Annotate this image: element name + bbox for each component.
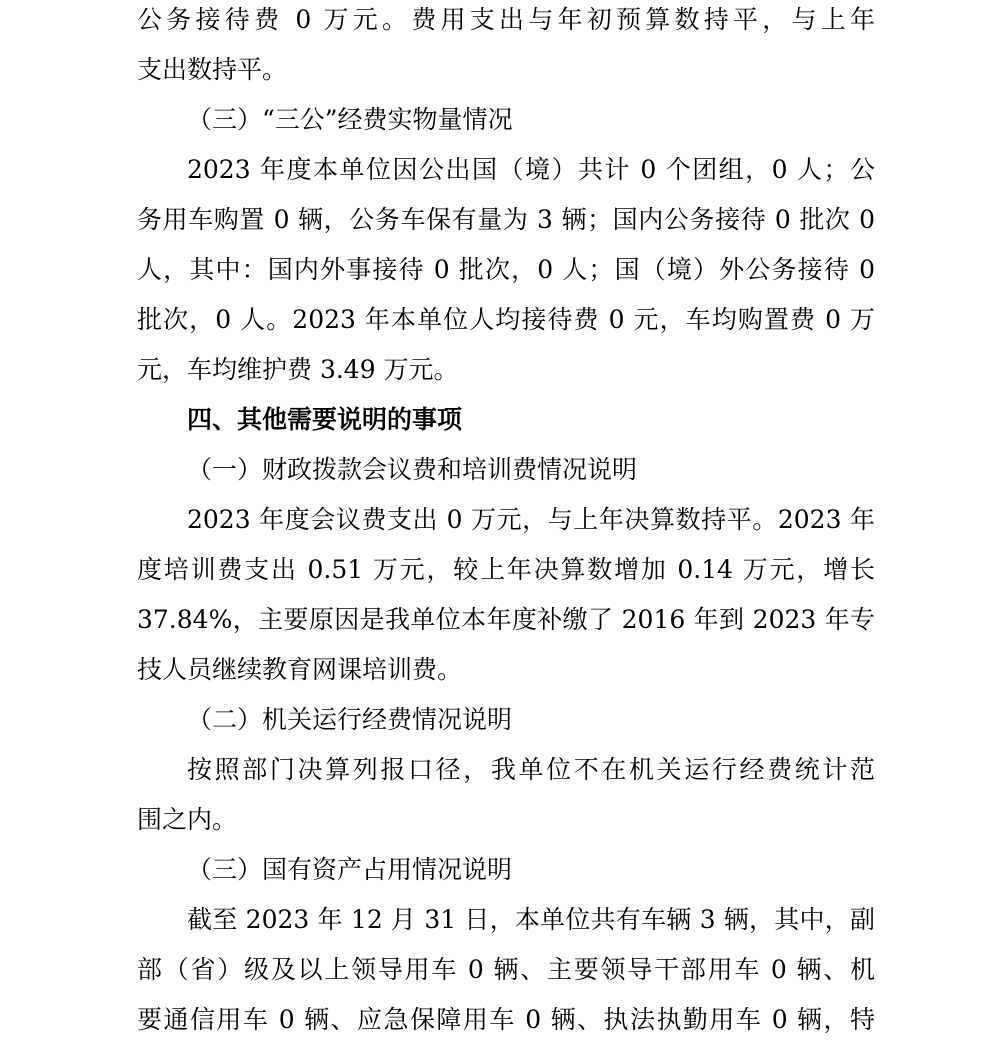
paragraph-line: 截至 2023 年 12 月 31 日，本单位共有车辆 3 辆，其中，副 [187,905,875,934]
paragraph-line: 务用车购置 0 辆，公务车保有量为 3 辆；国内公务接待 0 批次 0 [137,205,875,234]
paragraph-line: 围之内。 [137,805,238,834]
paragraph-line: 按照部门决算列报口径，我单位不在机关运行经费统计范 [187,755,875,784]
paragraph-line: 技人员继续教育网课培训费。 [137,655,463,684]
section-heading: 四、其他需要说明的事项 [187,405,463,434]
paragraph-line: 支出数持平。 [137,55,288,84]
paragraph-line: 人，其中：国内外事接待 0 批次，0 人；国（境）外公务接待 0 [137,255,875,284]
subsection-heading: （三）“三公”经费实物量情况 [187,105,513,134]
paragraph-line: 37.84%，主要原因是我单位本年度补缴了 2016 年到 2023 年专 [137,605,875,634]
paragraph-line: 部（省）级及以上领导用车 0 辆、主要领导干部用车 0 辆、机 [137,955,875,984]
paragraph-line: 要通信用车 0 辆、应急保障用车 0 辆、执法执勤用车 0 辆，特 [137,1005,875,1034]
subsection-heading: （一）财政拨款会议费和培训费情况说明 [187,455,638,484]
paragraph-line: 批次，0 人。2023 年本单位人均接待费 0 元，车均购置费 0 万 [137,305,875,334]
subsection-heading: （三）国有资产占用情况说明 [187,855,513,884]
paragraph-line: 度培训费支出 0.51 万元，较上年决算数增加 0.14 万元，增长 [137,555,875,584]
subsection-heading: （二）机关运行经费情况说明 [187,705,513,734]
paragraph-line: 元，车均维护费 3.49 万元。 [137,355,459,384]
paragraph-line: 2023 年度本单位因公出国（境）共计 0 个团组，0 人；公 [187,155,875,184]
paragraph-line: 公务接待费 0 万元。费用支出与年初预算数持平，与上年 [137,5,875,34]
paragraph-line: 2023 年度会议费支出 0 万元，与上年决算数持平。2023 年 [187,505,875,534]
